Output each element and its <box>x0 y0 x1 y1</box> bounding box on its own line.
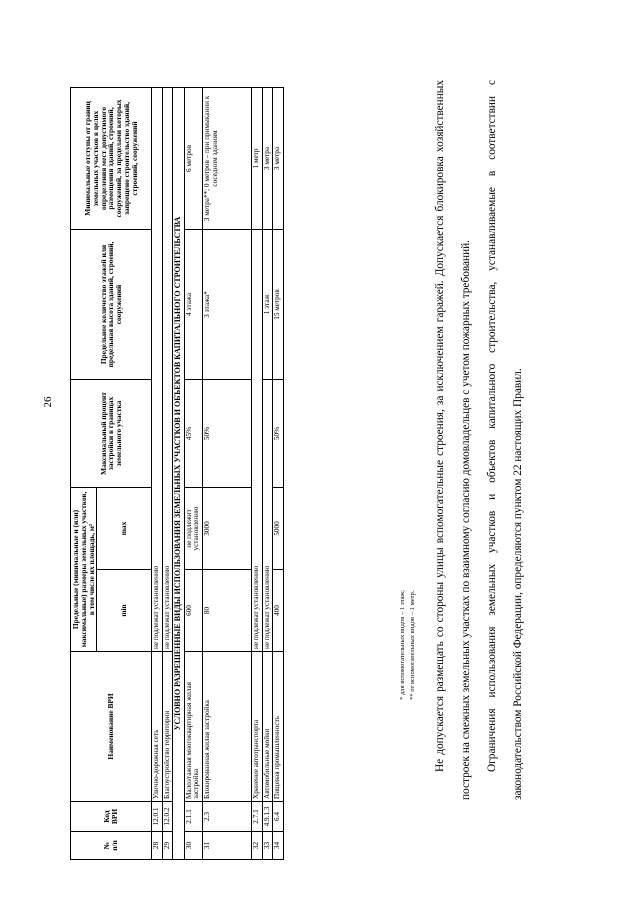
header-name: Наименование ВРИ <box>71 652 152 802</box>
row-floors: 1 этаж <box>262 229 273 379</box>
table-row <box>273 87 284 859</box>
table-row <box>152 87 163 859</box>
paragraph: Не допускается размещать со стороны улицы вспомогательные строения, за исключением гаражей. Допускается блокировка хозяйственных построек на смежных земельных участках по взаимному согласию домовладельцев с учетом пожарных требований. <box>434 80 472 800</box>
row-not-established: не подлежат установлению <box>251 229 262 651</box>
table-row <box>184 87 202 859</box>
paragraph: Ограничения использования земельных участков и объектов капитального строительства, устанавливаемые в соответствии с законодательством Российской Федерации, определяются пунктом 22 настоящих Правил. <box>485 80 524 800</box>
header-num: № п/п <box>71 832 152 860</box>
header-code: Код ВРИ <box>71 802 152 832</box>
header-row-1 <box>71 87 97 859</box>
row-setback: 3 метра <box>273 87 284 229</box>
rotated-page <box>40 48 608 880</box>
table-row <box>262 87 273 859</box>
row-code: 4.9.1.3 <box>262 802 273 832</box>
row-name: Улично-дорожная сеть <box>152 652 163 802</box>
row-name: Автомобильные мойки <box>262 652 273 802</box>
row-num: 34 <box>273 832 284 860</box>
row-name: Блокированная жилая застройка <box>202 652 251 802</box>
row-percent: 50% <box>273 379 284 487</box>
row-not-established: не подлежат установлению <box>152 87 163 651</box>
row-min: 400 <box>273 570 284 652</box>
zoning-table-wrapper <box>70 88 284 860</box>
section-title: УСЛОВНО РАЗРЕШЕННЫЕ ВИДЫ ИСПОЛЬЗОВАНИЯ ЗЕМЕЛЬНЫХ УЧАСТКОВ И ОБЪЕКТОВ КАПИТАЛЬНОГО СТРОИТЕЛЬСТВА <box>173 87 184 859</box>
row-num: 29 <box>162 832 173 860</box>
row-max: не подлежит установлению <box>184 487 202 569</box>
row-num: 33 <box>262 832 273 860</box>
zoning-table <box>70 87 284 860</box>
row-setback: 1 метр <box>251 87 262 229</box>
row-name: Малоэтажная многоквартирная жилая застройка <box>184 652 202 802</box>
row-not-established: не подлежат установлению <box>162 87 173 651</box>
row-min: 80 <box>202 570 251 652</box>
header-min: min <box>97 570 152 652</box>
header-percent: Максимальный процент застройки в границах земельного участка <box>71 379 152 487</box>
row-num: 32 <box>251 832 262 860</box>
table-row <box>202 87 251 859</box>
footnote: * для вспомогательных видов – 1 этаж; <box>399 590 406 700</box>
footnote: ** от вспомогательных видов – 1 метр. <box>408 590 416 700</box>
row-max: 5000 <box>273 487 284 569</box>
table-row <box>251 87 262 859</box>
row-setback: 3 метра**; 0 метров – при примыкании к соседним зданиям <box>202 87 251 229</box>
row-num: 30 <box>184 832 202 860</box>
row-setback: 6 метров <box>184 87 202 229</box>
footnotes <box>398 590 417 700</box>
row-not-established: не подлежат установлению <box>262 379 273 651</box>
body-text <box>428 80 532 800</box>
header-setback: Минимальные отступы от границ земельных участков в целях определения мест допустимого размещения зданий, строений, сооружений, за пределами которых запрещено строительство зданий, строений, сооружений <box>71 87 152 229</box>
row-num: 31 <box>202 832 251 860</box>
row-name: Благоустройство территории <box>162 652 173 802</box>
header-max: max <box>97 487 152 569</box>
row-code: 12.0.1 <box>152 802 163 832</box>
row-setback: 3 метра <box>262 87 273 229</box>
row-floors: 4 этажа <box>184 229 202 379</box>
row-name: Хранение автотранспорта <box>251 652 262 802</box>
row-floors: 15 метров <box>273 229 284 379</box>
row-code: 2.7.1 <box>251 802 262 832</box>
row-code: 12.0.2 <box>162 802 173 832</box>
row-name: Пищевая промышленность <box>273 652 284 802</box>
row-min: 600 <box>184 570 202 652</box>
section-row <box>173 87 184 859</box>
row-floors: 3 этажа* <box>202 229 251 379</box>
row-code: 2.3 <box>202 802 251 832</box>
row-percent: 45% <box>184 379 202 487</box>
row-code: 2.1.1 <box>184 802 202 832</box>
row-num: 28 <box>152 832 163 860</box>
row-max: 3000 <box>202 487 251 569</box>
row-code: 6.4 <box>273 802 284 832</box>
header-floors: Предельное количество этажей или предельная высота зданий, строений, сооружений <box>71 229 152 379</box>
page-number: 26 <box>42 396 54 408</box>
table-row <box>162 87 173 859</box>
row-percent: 50% <box>202 379 251 487</box>
header-area-group: Предельные (минимальные и (или) максимальные) размеры земельных участков, в том числе их площадь, м² <box>71 487 97 651</box>
